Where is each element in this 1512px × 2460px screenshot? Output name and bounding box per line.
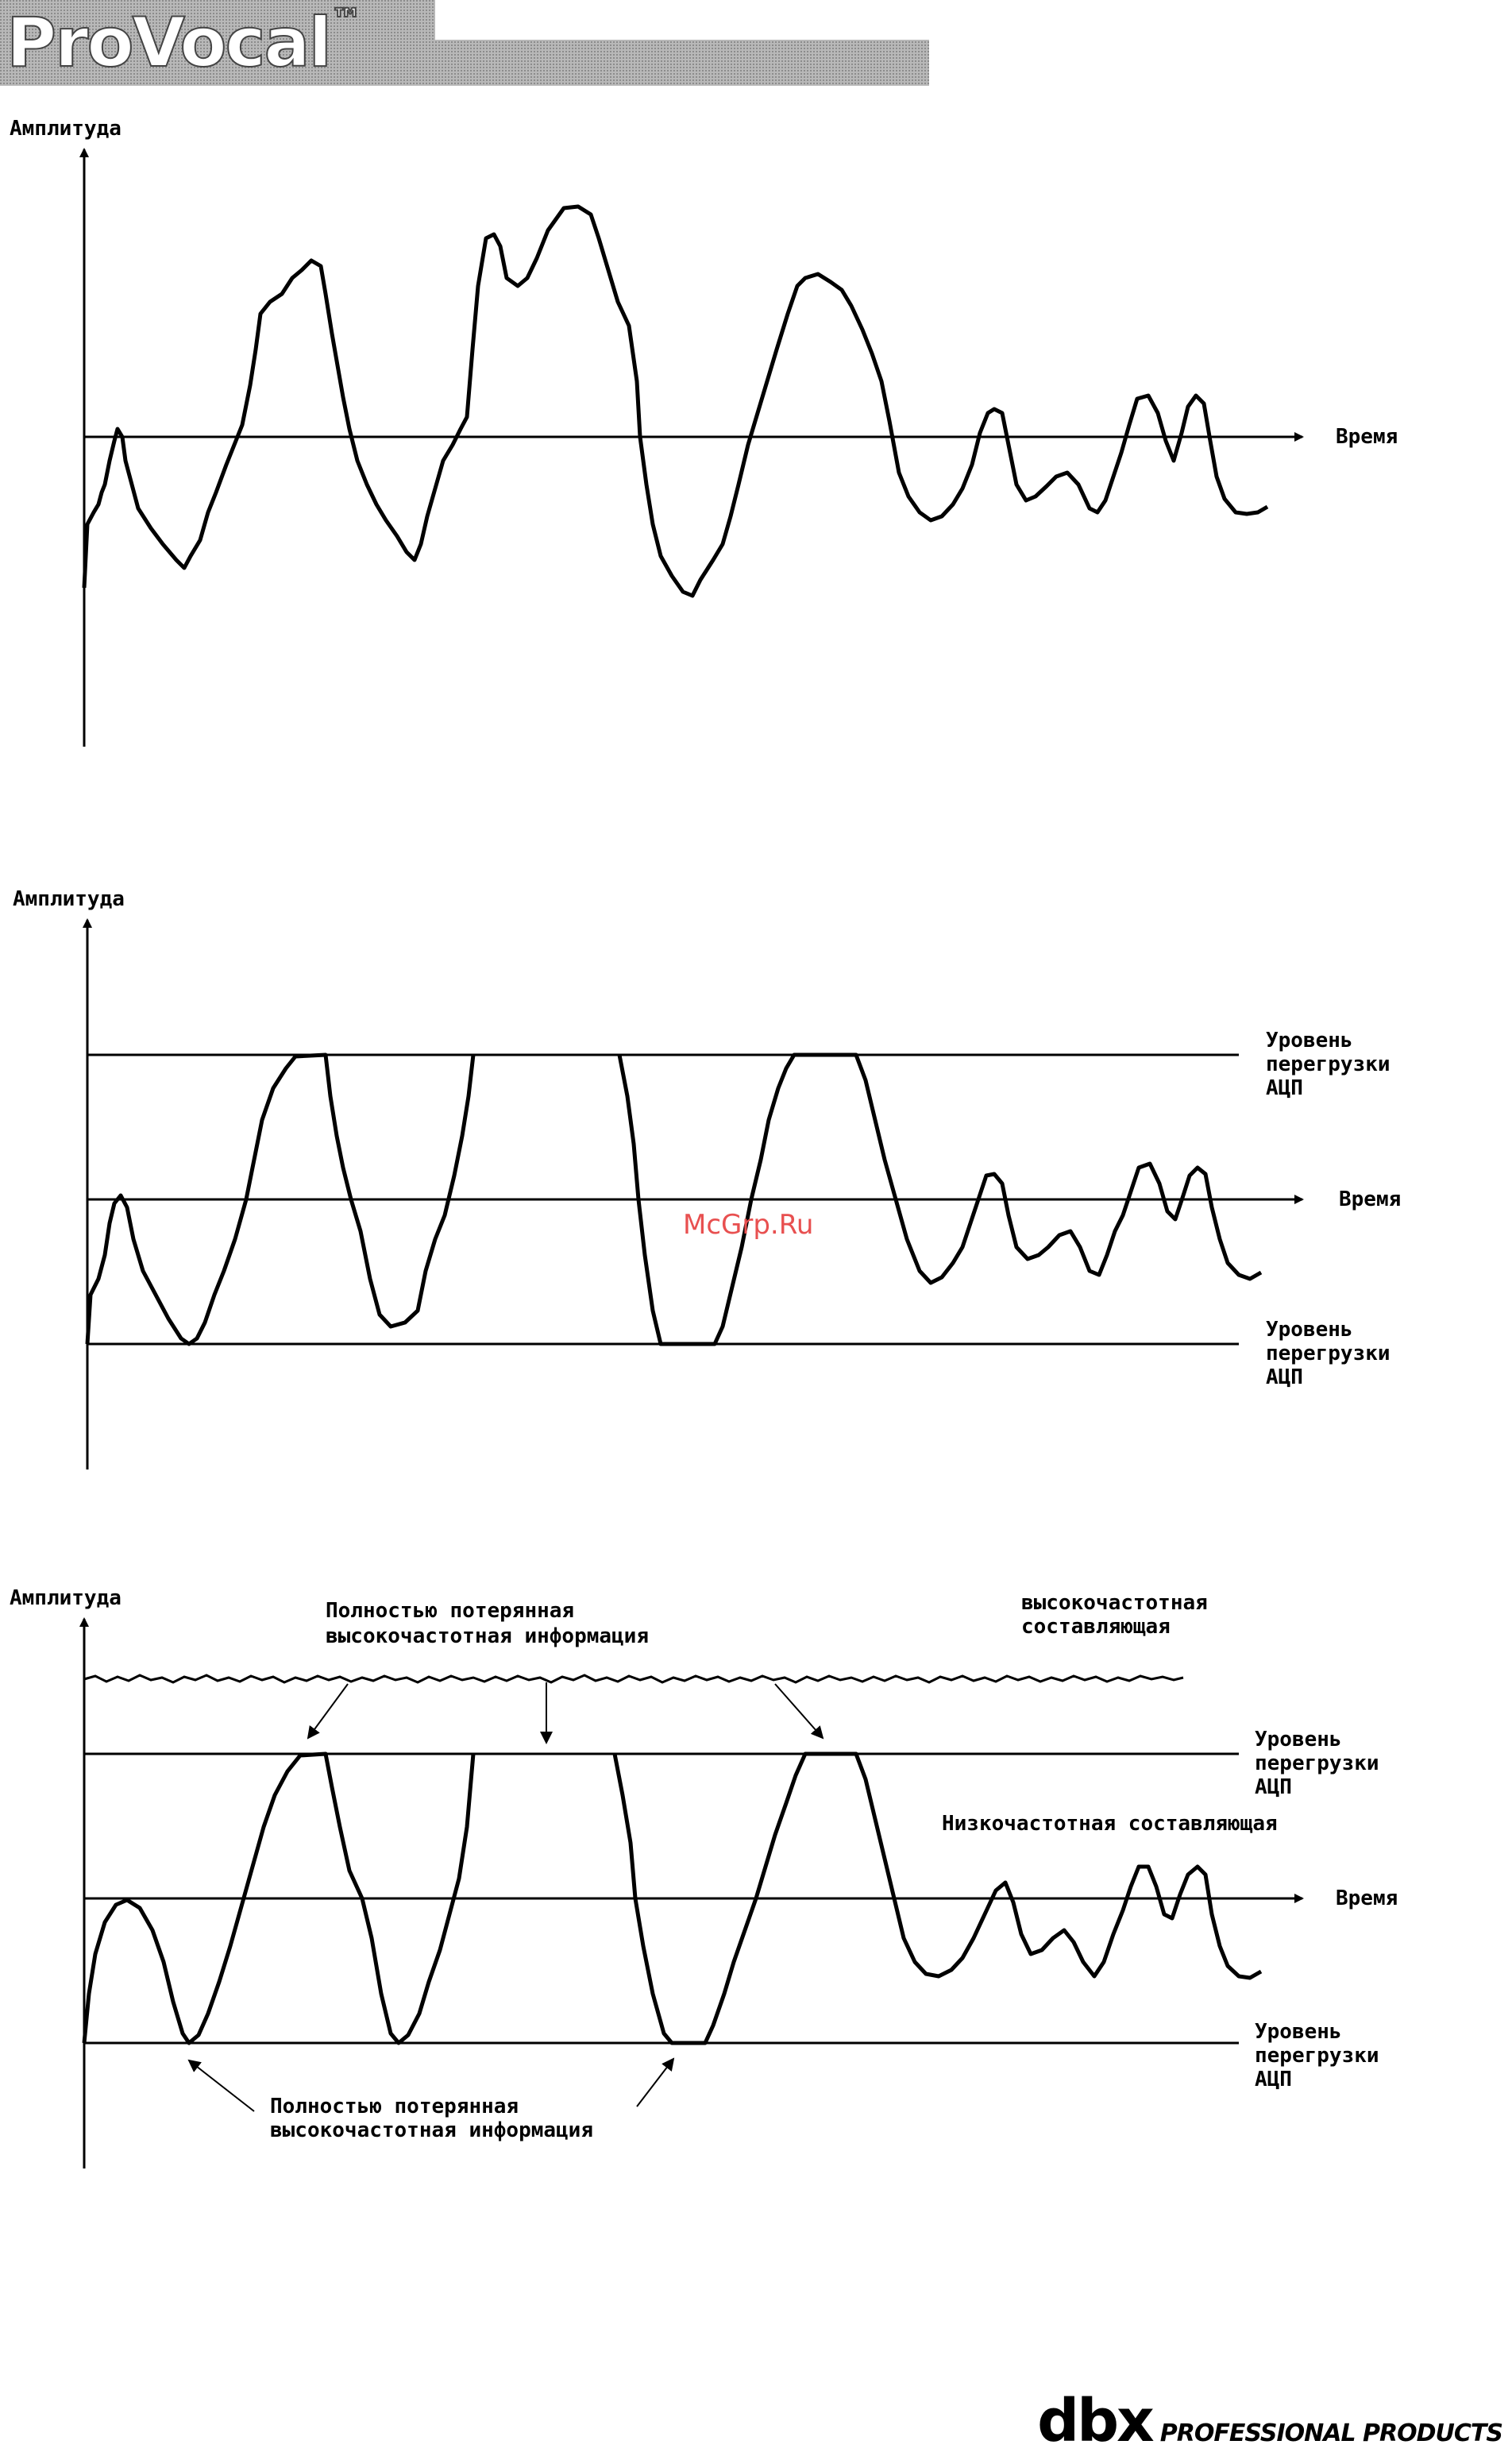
figure-clipped-signal: [0, 882, 1512, 1501]
svg-text:Уровень: Уровень: [1255, 2020, 1342, 2044]
svg-text:АЦП: АЦП: [1266, 1076, 1303, 1100]
x-axis-label: Время: [1336, 1887, 1398, 1910]
arrow-lost-info-right: [775, 1684, 823, 1738]
lower-limit-label: [1266, 1318, 1390, 1389]
svg-text:перегрузки: перегрузки: [1255, 2044, 1379, 2068]
svg-text:АЦП: АЦП: [1255, 2068, 1292, 2091]
hf-component-label: [1021, 1591, 1208, 1639]
signal-waveform: [84, 207, 1267, 596]
svg-text:высокочастотная информация: высокочастотная информация: [270, 2118, 593, 2142]
upper-limit-label: [1255, 1728, 1379, 1799]
dbx-logo: dbx: [1037, 2387, 1152, 2455]
figure-original-signal: [0, 111, 1512, 763]
figure-components: [0, 1581, 1512, 2200]
watermark: McGrp.Ru: [683, 1209, 814, 1241]
svg-text:высокочастотная информация: высокочастотная информация: [326, 1624, 649, 1648]
svg-text:перегрузки: перегрузки: [1266, 1052, 1390, 1076]
svg-text:Полностью потерянная: Полностью потерянная: [270, 2095, 519, 2118]
lost-info-bottom-label: [270, 2095, 593, 2142]
arrow-lost-info-left: [308, 1684, 348, 1738]
lost-info-top-label: [326, 1599, 649, 1648]
svg-text:Уровень: Уровень: [1255, 1728, 1342, 1751]
svg-text:составляющая: составляющая: [1021, 1615, 1171, 1639]
svg-text:АЦП: АЦП: [1266, 1365, 1303, 1389]
y-axis-label: Амплитуда: [10, 117, 122, 141]
footer-logo: [1037, 2387, 1502, 2455]
svg-text:Уровень: Уровень: [1266, 1318, 1353, 1342]
upper-limit-label: [1266, 1029, 1390, 1100]
svg-text:АЦП: АЦП: [1255, 1775, 1292, 1799]
y-axis-label: Амплитуда: [10, 1586, 122, 1610]
y-axis-label: Амплитуда: [13, 887, 125, 911]
lower-limit-label: [1255, 2020, 1379, 2091]
svg-text:Полностью потерянная: Полностью потерянная: [326, 1599, 575, 1623]
hf-waveform: [84, 1675, 1183, 1682]
arrow-lost-info-bottom-right: [637, 2059, 673, 2107]
svg-text:перегрузки: перегрузки: [1255, 1751, 1379, 1775]
x-axis-label: Время: [1336, 425, 1398, 449]
brand-logo: ProVocal™: [6, 2, 361, 83]
x-axis-label: Время: [1339, 1188, 1402, 1211]
svg-text:высокочастотная: высокочастотная: [1021, 1591, 1208, 1615]
lf-component-label: Низкочастотная составляющая: [942, 1812, 1278, 1836]
svg-text:Уровень: Уровень: [1266, 1029, 1353, 1052]
svg-text:перегрузки: перегрузки: [1266, 1342, 1390, 1365]
arrow-lost-info-bottom-left: [189, 2060, 254, 2111]
dbx-tagline: PROFESSIONAL PRODUCTS: [1159, 2419, 1502, 2447]
header-bar: [0, 0, 929, 87]
